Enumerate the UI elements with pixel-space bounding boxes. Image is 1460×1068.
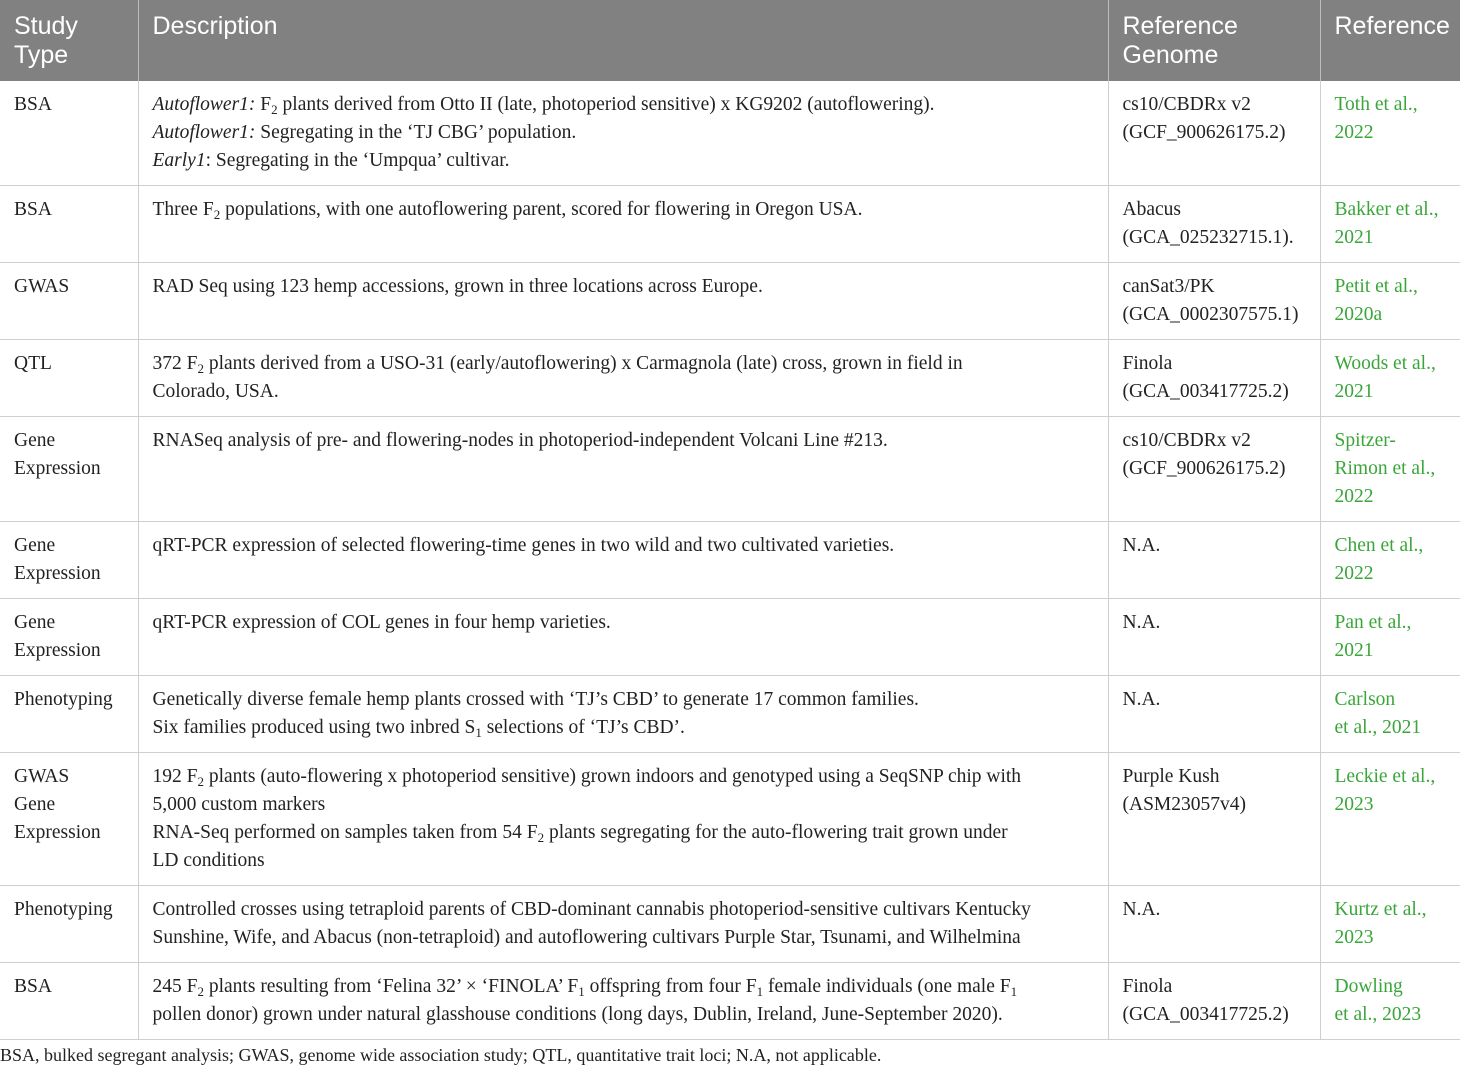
study-type-cell <box>0 522 138 599</box>
header-row <box>0 0 1460 81</box>
reference-link-text: 2022 <box>1334 486 1374 507</box>
study-type-cell <box>0 753 138 886</box>
study-type-text: Expression <box>14 563 101 584</box>
study-type-text: Expression <box>14 458 101 479</box>
description-text: 192 F <box>152 766 198 787</box>
table-row <box>0 81 1460 186</box>
reference-genome-cell <box>1108 263 1320 340</box>
table-row <box>0 753 1460 886</box>
description-cell <box>138 340 1108 417</box>
table-row <box>0 522 1460 599</box>
description-line <box>153 686 1096 714</box>
description-line <box>153 532 1096 560</box>
description-text: Three F <box>152 199 214 220</box>
reference-genome-text: (GCA_003417725.2) <box>1122 381 1289 402</box>
reference-link-text: 2021 <box>1334 381 1374 402</box>
subscript-text: 2 <box>271 102 278 117</box>
study-type-cell <box>0 963 138 1040</box>
description-cell <box>138 963 1108 1040</box>
description-cell <box>138 599 1108 676</box>
reference-link-text: 2023 <box>1334 794 1374 815</box>
reference-link-text: 2020a <box>1334 304 1383 325</box>
reference-link[interactable] <box>1320 340 1460 417</box>
description-cell <box>138 753 1108 886</box>
reference-genome-cell <box>1108 753 1320 886</box>
reference-link-text: Carlson <box>1334 689 1396 710</box>
description-line <box>153 1001 1096 1029</box>
header-study-type: Study Type <box>0 0 138 81</box>
reference-link-text: Leckie et al., <box>1334 766 1436 787</box>
description-text: offspring from four F <box>584 976 757 997</box>
description-cell <box>138 676 1108 753</box>
reference-genome-text: (GCA_0002307575.1) <box>1122 304 1299 325</box>
reference-link-text: Bakker et al., <box>1334 199 1439 220</box>
description-line <box>153 609 1096 637</box>
study-type-text: GWAS <box>14 766 70 787</box>
description-line <box>153 119 1096 147</box>
study-type-cell <box>0 263 138 340</box>
study-type-text: BSA <box>14 94 52 115</box>
description-line <box>153 924 1096 952</box>
study-type-cell <box>0 81 138 186</box>
description-text: plants derived from Otto II (late, photoperiod sensitive) x KG9202 (autoflowering). <box>277 94 935 115</box>
study-type-text: Gene <box>14 612 56 633</box>
reference-genome-text: N.A. <box>1122 899 1161 920</box>
description-text: plants resulting from ‘Felina 32’ × ‘FINOLA’ F <box>203 976 579 997</box>
table-row <box>0 186 1460 263</box>
reference-genome-text: N.A. <box>1122 689 1161 710</box>
reference-link[interactable] <box>1320 676 1460 753</box>
reference-genome-text: Abacus <box>1122 199 1181 220</box>
italic-gene-name: Early1 <box>152 150 206 171</box>
table-row <box>0 963 1460 1040</box>
study-type-cell <box>0 340 138 417</box>
description-text: LD conditions <box>152 850 265 871</box>
subscript-text: 1 <box>475 725 482 740</box>
description-line <box>153 896 1096 924</box>
description-text: 372 F <box>152 353 198 374</box>
description-line <box>153 763 1096 791</box>
description-text: female individuals (one male F <box>763 976 1011 997</box>
description-text: qRT-PCR expression of COL genes in four hemp varieties. <box>152 612 611 633</box>
table-row <box>0 263 1460 340</box>
description-text: Six families produced using two inbred S <box>152 717 476 738</box>
description-line <box>153 147 1096 175</box>
study-type-cell <box>0 599 138 676</box>
italic-gene-name: Autoflower1: <box>152 94 256 115</box>
description-text: : Segregating in the ‘Umpqua’ cultivar. <box>205 150 510 171</box>
subscript-text: 1 <box>578 984 585 999</box>
description-text: 245 F <box>152 976 198 997</box>
reference-genome-cell <box>1108 522 1320 599</box>
reference-genome-cell <box>1108 417 1320 522</box>
reference-genome-text: (GCA_025232715.1). <box>1122 227 1294 248</box>
description-line <box>153 91 1096 119</box>
reference-genome-cell <box>1108 81 1320 186</box>
subscript-text: 1 <box>1010 984 1018 999</box>
reference-genome-text: canSat3/PK <box>1122 276 1215 297</box>
reference-genome-cell <box>1108 886 1320 963</box>
description-line <box>153 791 1096 819</box>
description-cell <box>138 886 1108 963</box>
description-text: plants (auto-flowering x photoperiod sensitive) grown indoors and genotyped using a SeqSNP chip with <box>203 766 1022 787</box>
description-text: plants segregating for the auto-flowering trait grown under <box>544 822 1008 843</box>
description-text: pollen donor) grown under natural glasshouse conditions (long days, Dublin, Ireland, June-September 2020). <box>152 1004 1003 1025</box>
reference-link-text: Woods et al., <box>1334 353 1436 374</box>
table-row <box>0 417 1460 522</box>
study-type-text: Gene <box>14 430 56 451</box>
description-cell <box>138 186 1108 263</box>
description-text: RNA-Seq performed on samples taken from 54 F <box>152 822 538 843</box>
reference-genome-text: Finola <box>1122 976 1173 997</box>
description-line <box>153 427 1096 455</box>
description-text: F <box>255 94 272 115</box>
table-row <box>0 886 1460 963</box>
study-type-text: BSA <box>14 199 52 220</box>
reference-genome-text: N.A. <box>1122 612 1161 633</box>
header-reference-genome: Reference Genome <box>1108 0 1320 81</box>
description-cell <box>138 263 1108 340</box>
study-type-text: Phenotyping <box>14 899 113 920</box>
table-row <box>0 676 1460 753</box>
reference-link[interactable] <box>1320 263 1460 340</box>
reference-link-text: 2022 <box>1334 563 1374 584</box>
description-text: plants derived from a USO-31 (early/autoflowering) x Carmagnola (late) cross, grown in field in <box>203 353 963 374</box>
description-line <box>153 714 1096 742</box>
description-text: populations, with one autoflowering parent, scored for flowering in Oregon USA. <box>220 199 863 220</box>
table-row <box>0 599 1460 676</box>
description-line <box>153 350 1096 378</box>
description-text: selections of ‘TJ’s CBD’. <box>481 717 685 738</box>
reference-genome-text: (GCF_900626175.2) <box>1122 458 1286 479</box>
reference-link-text: 2021 <box>1334 640 1374 661</box>
reference-link[interactable] <box>1320 417 1460 522</box>
description-text: Segregating in the ‘TJ CBG’ population. <box>255 122 577 143</box>
header-reference: Reference <box>1320 0 1460 81</box>
reference-genome-text: (GCF_900626175.2) <box>1122 122 1286 143</box>
reference-link-text: et al., 2023 <box>1334 1004 1422 1025</box>
reference-link-text: Spitzer- <box>1334 430 1396 451</box>
subscript-text: 2 <box>197 361 204 376</box>
subscript-text: 2 <box>197 984 204 999</box>
description-line <box>153 847 1096 875</box>
reference-genome-text: N.A. <box>1122 535 1161 556</box>
study-type-text: Expression <box>14 640 101 661</box>
description-text: 5,000 custom markers <box>152 794 326 815</box>
study-type-text: BSA <box>14 976 52 997</box>
description-cell <box>138 81 1108 186</box>
study-type-cell <box>0 186 138 263</box>
reference-genome-text: (GCA_003417725.2) <box>1122 1004 1289 1025</box>
table-footnote: BSA, bulked segregant analysis; GWAS, genome wide association study; QTL, quantitative trait loci; N.A, not applicable. <box>0 1045 882 1065</box>
description-text: RNASeq analysis of pre- and flowering-nodes in photoperiod-independent Volcani Line #213. <box>152 430 888 451</box>
reference-genome-cell <box>1108 186 1320 263</box>
reference-genome-cell <box>1108 676 1320 753</box>
study-type-cell <box>0 417 138 522</box>
reference-link-text: Kurtz et al., <box>1334 899 1427 920</box>
reference-link[interactable] <box>1320 522 1460 599</box>
study-type-text: Gene <box>14 535 56 556</box>
reference-link[interactable] <box>1320 186 1460 263</box>
description-cell <box>138 417 1108 522</box>
subscript-text: 1 <box>756 984 764 999</box>
study-type-cell <box>0 676 138 753</box>
reference-genome-text: Purple Kush <box>1122 766 1220 787</box>
study-type-text: Expression <box>14 822 101 843</box>
reference-link[interactable] <box>1320 753 1460 886</box>
reference-link-text: et al., 2021 <box>1334 717 1422 738</box>
table-row <box>0 340 1460 417</box>
description-line <box>153 819 1096 847</box>
reference-link-text: 2022 <box>1334 122 1374 143</box>
description-line <box>153 378 1096 406</box>
reference-genome-text: (ASM23057v4) <box>1122 794 1247 815</box>
description-text: Sunshine, Wife, and Abacus (non-tetraploid) and autoflowering cultivars Purple Star, Tsunami, and Wilhelmina <box>152 927 1021 948</box>
description-line <box>153 973 1096 1001</box>
reference-link[interactable] <box>1320 963 1460 1040</box>
reference-link-text: Dowling <box>1334 976 1403 997</box>
study-type-text: Gene <box>14 794 56 815</box>
description-text: Genetically diverse female hemp plants crossed with ‘TJ’s CBD’ to generate 17 common families. <box>152 689 919 710</box>
description-text: qRT-PCR expression of selected flowering-time genes in two wild and two cultivated varieties. <box>152 535 895 556</box>
description-line <box>153 196 1096 224</box>
reference-link-text: Pan et al., <box>1334 612 1412 633</box>
study-type-text: QTL <box>14 353 52 374</box>
reference-link[interactable] <box>1320 886 1460 963</box>
reference-link-text: 2021 <box>1334 227 1374 248</box>
reference-genome-cell <box>1108 963 1320 1040</box>
study-type-text: GWAS <box>14 276 70 297</box>
description-text: Controlled crosses using tetraploid parents of CBD-dominant cannabis photoperiod-sensitive cultivars Kentucky <box>152 899 1031 920</box>
header-description: Description <box>138 0 1108 81</box>
subscript-text: 2 <box>537 830 545 845</box>
description-cell <box>138 522 1108 599</box>
reference-genome-cell <box>1108 599 1320 676</box>
reference-genome-cell <box>1108 340 1320 417</box>
reference-link-text: Petit et al., <box>1334 276 1418 297</box>
reference-link-text: 2023 <box>1334 927 1374 948</box>
italic-gene-name: Autoflower1: <box>152 122 256 143</box>
description-text: Colorado, USA. <box>152 381 279 402</box>
reference-link-text: Chen et al., <box>1334 535 1424 556</box>
study-type-cell <box>0 886 138 963</box>
reference-link[interactable] <box>1320 599 1460 676</box>
reference-link[interactable] <box>1320 81 1460 186</box>
subscript-text: 2 <box>197 774 204 789</box>
reference-link-text: Toth et al., <box>1334 94 1418 115</box>
reference-link-text: Rimon et al., <box>1334 458 1436 479</box>
reference-genome-text: cs10/CBDRx v2 <box>1122 430 1251 451</box>
subscript-text: 2 <box>213 207 221 222</box>
description-text: RAD Seq using 123 hemp accessions, grown in three locations across Europe. <box>152 276 763 297</box>
description-line <box>153 273 1096 301</box>
study-type-text: Phenotyping <box>14 689 113 710</box>
reference-genome-text: Finola <box>1122 353 1173 374</box>
reference-genome-text: cs10/CBDRx v2 <box>1122 94 1251 115</box>
